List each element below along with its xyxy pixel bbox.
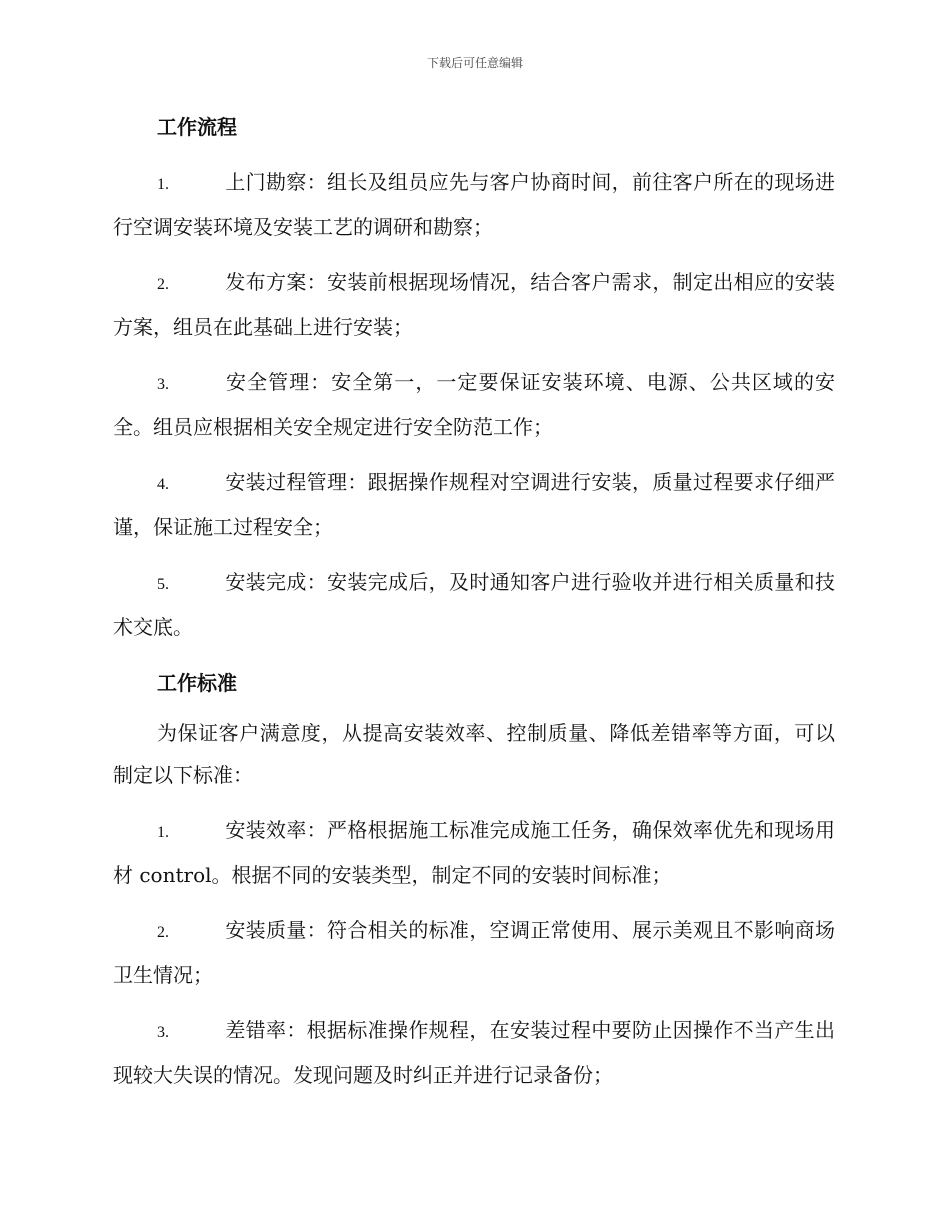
list-item-number: 4. (157, 476, 169, 493)
standards-intro-paragraph: 为保证客户满意度，从提高安装效率、控制质量、降低差错率等方面，可以制定以下标准： (113, 721, 835, 787)
list-item-text: 发布方案：安装前根据现场情况，结合客户需求，制定出相应的安装方案，组员在此基础上进行安装； (113, 270, 835, 339)
list-item-text: 安装完成：安装完成后，及时通知客户进行验收并进行相关质量和技术交底。 (113, 570, 835, 639)
list-item (113, 561, 835, 648)
list-item-number: 3. (157, 1024, 169, 1041)
page-header-note: 下载后可任意编辑 (426, 56, 523, 70)
list-item-number: 5. (157, 576, 169, 593)
list-item-text: 安全管理：安全第一，一定要保证安装环境、电源、公共区域的安全。组员应根据相关安全规定进行安全防范工作； (113, 370, 835, 439)
list-item-text: 安装质量：符合相关的标准，空调正常使用、展示美观且不影响商场卫生情况； (113, 918, 835, 987)
list-item-text: 安装效率：严格根据施工标准完成施工任务，确保效率优先和现场用材 control。根据不同的安装类型，制定不同的安装时间标准； (113, 818, 835, 887)
list-item (113, 461, 835, 548)
list-item-text: 差错率：根据标准操作规程，在安装过程中要防止因操作不当产生出现较大失误的情况。发现问题及时纠正并进行记录备份； (113, 1018, 835, 1087)
list-item-number: 3. (157, 376, 169, 393)
section-heading-standards: 工作标准 (157, 671, 237, 695)
list-item-number: 2. (157, 924, 169, 941)
list-item-number: 1. (157, 176, 169, 193)
list-item (113, 161, 835, 248)
document-body (113, 106, 835, 1096)
list-item-number: 1. (157, 824, 169, 841)
list-item-number: 2. (157, 276, 169, 293)
list-item (113, 809, 835, 896)
list-item-text: 上门勘察：组长及组员应先与客户协商时间，前往客户所在的现场进行空调安装环境及安装工艺的调研和勘察； (113, 170, 835, 239)
list-item (113, 1009, 835, 1096)
list-item (113, 909, 835, 996)
list-item (113, 261, 835, 348)
list-item-text: 安装过程管理：跟据操作规程对空调进行安装，质量过程要求仔细严谨，保证施工过程安全； (113, 470, 835, 539)
list-item (113, 361, 835, 448)
section-heading-workflow: 工作流程 (157, 115, 237, 139)
